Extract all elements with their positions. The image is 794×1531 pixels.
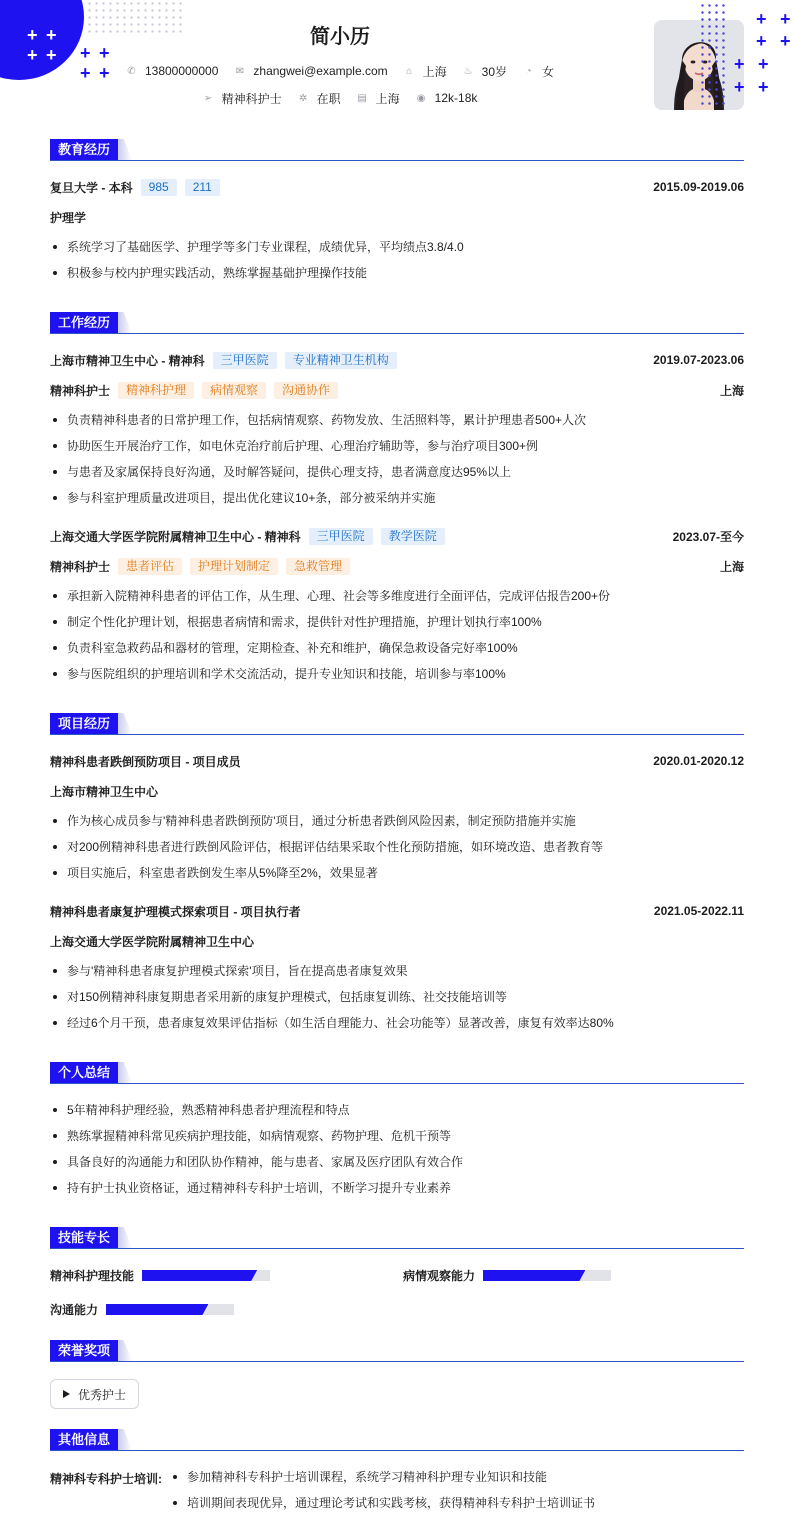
play-icon: [63, 1390, 70, 1398]
job-header: [50, 527, 744, 545]
list-item: 5年精神科护理经验，熟悉精神科患者护理流程和特点: [50, 1100, 744, 1126]
building-icon: ▤: [357, 92, 367, 104]
job-role-row: [50, 557, 744, 575]
project-header: [50, 902, 744, 920]
list-item: 参加精神科专科护士培训课程，系统学习精神科护理专业知识和技能: [170, 1467, 595, 1493]
plus-icon: +: [756, 9, 767, 29]
project-header: [50, 752, 744, 770]
skill-badge: 急救管理: [286, 558, 350, 575]
school-name: 复旦大学 - 本科: [50, 180, 133, 195]
intent-city: [357, 90, 400, 107]
summary-bullets: [50, 1100, 744, 1204]
plus-icon: +: [46, 25, 57, 45]
list-item: 持有护士执业资格证，通过精神科专科护士培训，不断学习提升专业素养: [50, 1178, 744, 1204]
education-major-row: [50, 208, 744, 226]
job-date: 2023.07-至今: [672, 529, 744, 544]
intent-city-text: 上海: [375, 91, 400, 106]
gender-text: 女: [542, 64, 555, 79]
project-name: 精神科患者康复护理模式探索项目 - 项目执行者: [50, 904, 301, 919]
plus-icon: +: [780, 31, 791, 51]
email-text: zhangwei@example.com: [253, 64, 388, 78]
org-name: 上海市精神卫生中心 - 精神科: [50, 353, 205, 368]
skill-bar-fill: [142, 1270, 257, 1281]
plus-icon: +: [780, 9, 791, 29]
plus-icon: +: [27, 25, 38, 45]
skill-bar: [142, 1270, 270, 1281]
job-bullets: [50, 586, 744, 690]
list-item: 对200例精神科患者进行跌倒风险评估，根据评估结果采取个性化预防措施，如环境改造、患者教育等: [50, 837, 744, 863]
skill-badge: 患者评估: [118, 558, 182, 575]
gender-icon: ◔: [525, 65, 532, 77]
section-title: 其他信息: [50, 1429, 118, 1450]
education-bullets: [50, 237, 744, 289]
skill-name: 精神科护理技能: [50, 1269, 135, 1283]
home-icon: ⌂: [406, 65, 413, 77]
skill-bar: [106, 1304, 234, 1315]
skill-badge: 精神科护理: [118, 382, 194, 399]
other-bullets: [170, 1467, 595, 1519]
skill-item: [50, 1301, 234, 1318]
list-item: 积极参与校内护理实践活动，熟练掌握基础护理操作技能: [50, 263, 744, 289]
skill-badge: 病情观察: [202, 382, 266, 399]
dot-pattern-blue: [699, 2, 729, 108]
contact-row: [0, 62, 680, 83]
section-projects: [50, 713, 744, 735]
salary-icon: ◉: [416, 92, 426, 104]
list-item: 项目实施后，科室患者跌倒发生率从5%降至2%，效果显著: [50, 863, 744, 889]
list-item: 参与科室护理质量改进项目，提出优化建议10+条，部分被采纳并实施: [50, 488, 744, 514]
plus-icon: +: [734, 54, 745, 74]
section-title: 教育经历: [50, 139, 118, 160]
job-intent-row: [0, 89, 680, 107]
education-header: [50, 178, 744, 196]
tag-badge: 教学医院: [381, 528, 445, 545]
cake-icon: ♨: [463, 65, 473, 77]
project-date: 2021.05-2022.11: [653, 904, 744, 918]
section-summary: [50, 1062, 744, 1084]
tag-badge: 专业精神卫生机构: [285, 352, 397, 369]
list-item: 负责科室急救药品和器材的管理，定期检查、补充和维护，确保急救设备完好率100%: [50, 638, 744, 664]
skill-item: [403, 1267, 611, 1284]
city-text: 上海: [422, 64, 447, 79]
contact-email: [234, 64, 387, 78]
intent-status: [298, 90, 341, 107]
mail-icon: ✉: [235, 65, 245, 77]
project-org-row: [50, 932, 744, 950]
status-icon: ✲: [298, 92, 308, 104]
list-item: 与患者及家属保持良好沟通，及时解答疑问，提供心理支持，患者满意度达95%以上: [50, 462, 744, 488]
award-name: 优秀护士: [78, 1387, 127, 1402]
skill-badge: 护理计划制定: [190, 558, 278, 575]
list-item: 培训期间表现优异，通过理论考试和实践考核，获得精神科专科护士培训证书: [170, 1493, 595, 1519]
section-other: [50, 1429, 744, 1451]
list-item: 参与'精神科患者康复护理模式探索'项目，旨在提高患者康复效果: [50, 961, 744, 987]
list-item: 承担新入院精神科患者的评估工作，从生理、心理、社会等多维度进行全面评估，完成评估报告200+份: [50, 586, 744, 612]
project-org: 上海市精神卫生中心: [50, 784, 159, 799]
list-item: 作为核心成员参与'精神科患者跌倒预防'项目，通过分析患者跌倒风险因素，制定预防措施并实施: [50, 811, 744, 837]
list-item: 具备良好的沟通能力和团队协作精神，能与患者、家属及医疗团队有效合作: [50, 1152, 744, 1178]
salary-text: 12k-18k: [434, 91, 478, 105]
section-work: [50, 312, 744, 334]
other-label: 精神科专科护士培训:: [50, 1472, 162, 1486]
project-date: 2020.01-2020.12: [653, 754, 744, 768]
major: 护理学: [50, 210, 87, 225]
skill-name: 沟通能力: [50, 1303, 99, 1317]
section-title: 项目经历: [50, 713, 118, 734]
skill-badge: 沟通协作: [274, 382, 338, 399]
list-item: 参与医院组织的护理培训和学术交流活动，提升专业知识和技能，培训参与率100%: [50, 664, 744, 690]
project-org-row: [50, 782, 744, 800]
skill-name: 病情观察能力: [403, 1269, 476, 1283]
tag-badge: 三甲医院: [213, 352, 277, 369]
job-bullets: [50, 410, 744, 514]
list-item: 系统学习了基础医学、护理学等多门专业课程，成绩优异，平均绩点3.8/4.0: [50, 237, 744, 263]
contact-city: [404, 63, 447, 80]
contact-phone: [126, 64, 218, 78]
list-item: 对150例精神科康复期患者采用新的康复护理模式，包括康复训练、社交技能培训等: [50, 987, 744, 1013]
plus-icon: +: [734, 77, 745, 97]
plus-icon: +: [99, 63, 110, 83]
phone-icon: ✆: [127, 65, 136, 77]
section-education: [50, 139, 744, 161]
plus-icon: +: [27, 45, 38, 65]
section-title: 个人总结: [50, 1062, 118, 1083]
tag-badge: 三甲医院: [309, 528, 373, 545]
plus-icon: +: [80, 63, 91, 83]
list-item: 负责精神科患者的日常护理工作，包括病情观察、药物发放、生活照料等，累计护理患者500+人次: [50, 410, 744, 436]
job-city: 上海: [719, 559, 744, 574]
send-icon: ➢: [203, 92, 213, 104]
phone-text: 13800000000: [144, 64, 219, 78]
intent-salary: [416, 91, 478, 105]
plus-icon: +: [80, 43, 91, 63]
section-skills: [50, 1227, 744, 1249]
job-date: 2019.07-2023.06: [653, 353, 744, 367]
section-title: 荣誉奖项: [50, 1340, 118, 1361]
skill-bar: [483, 1270, 611, 1281]
age-text: 30岁: [481, 64, 508, 79]
job-city: 上海: [719, 383, 744, 398]
plus-icon: +: [756, 31, 767, 51]
skill-bar-fill: [106, 1304, 208, 1315]
tag-badge: 985: [141, 179, 177, 196]
list-item: 熟练掌握精神科常见疾病护理技能，如病情观察、药物护理、危机干预等: [50, 1126, 744, 1152]
skill-item: [50, 1267, 270, 1284]
section-title: 工作经历: [50, 312, 118, 333]
job-role: 精神科护士: [50, 383, 111, 398]
org-name: 上海交通大学医学院附属精神卫生中心 - 精神科: [50, 529, 301, 544]
job-role: 精神科护士: [50, 559, 111, 574]
plus-icon: +: [758, 54, 769, 74]
project-bullets: [50, 811, 744, 889]
contact-gender: [523, 63, 554, 80]
education-date: 2015.09-2019.06: [653, 180, 744, 194]
award-item: [50, 1379, 139, 1409]
job-header: [50, 351, 744, 369]
list-item: 经过6个月干预，患者康复效果评估指标（如生活自理能力、社会功能等）显著改善，康复有效率达80%: [50, 1013, 744, 1039]
skill-bar-fill: [483, 1270, 585, 1281]
status-text: 在职: [316, 91, 341, 106]
intent-position: [203, 90, 282, 107]
section-title: 技能专长: [50, 1227, 118, 1248]
job-role-row: [50, 381, 744, 399]
project-bullets: [50, 961, 744, 1039]
position-text: 精神科护士: [221, 91, 282, 106]
tag-badge: 211: [185, 179, 220, 196]
plus-icon: +: [758, 77, 769, 97]
project-name: 精神科患者跌倒预防项目 - 项目成员: [50, 754, 241, 769]
project-org: 上海交通大学医学院附属精神卫生中心: [50, 934, 255, 949]
resume-name: 简小历: [310, 26, 370, 48]
plus-icon: +: [99, 43, 110, 63]
list-item: 协助医生开展治疗工作，如电休克治疗前后护理、心理治疗辅助等，参与治疗项目300+例: [50, 436, 744, 462]
section-awards: [50, 1340, 744, 1362]
contact-age: [463, 63, 507, 80]
list-item: 制定个性化护理计划，根据患者病情和需求，提供针对性护理措施，护理计划执行率100%: [50, 612, 744, 638]
plus-icon: +: [46, 45, 57, 65]
